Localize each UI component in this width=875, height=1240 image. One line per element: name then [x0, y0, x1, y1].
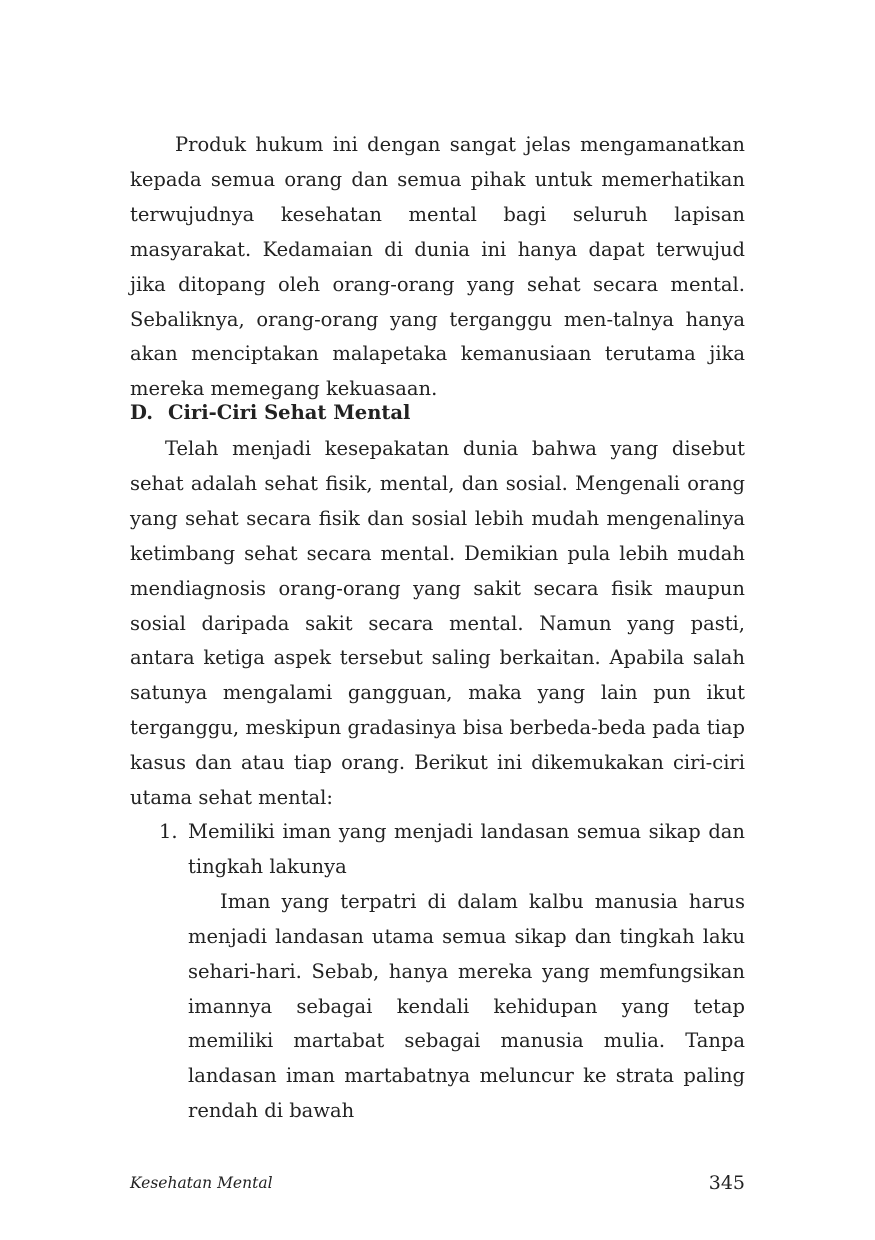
section-title: Ciri-Ciri Sehat Mental	[168, 401, 411, 424]
footer-book-title: Kesehatan Mental	[130, 1174, 273, 1192]
section-heading	[130, 396, 745, 431]
intro-paragraph: Produk hukum ini dengan sangat jelas mengamanatkan kepada semua orang dan semua pihak untuk memerhatikan terwujudnya kesehatan mental bagi seluruh lapisan masyarakat. Kedamaian di dunia ini hanya dapat terwujud jika ditopang oleh orang-orang yang sehat secara mental. Sebaliknya, orang-orang yang terganggu men-talnya hanya akan menciptakan malapetaka kemanusiaan terutama jika mereka memegang kekuasaan.	[130, 133, 745, 401]
page-number: 345	[708, 1172, 745, 1194]
list-item-body: Iman yang terpatri di dalam kalbu manusia harus menjadi landasan utama semua sikap dan tingkah laku sehari-hari. Sebab, hanya mereka yang memfungsikan imannya sebagai kendali kehidupan yang tetap memiliki martabat sebagai manusia mulia. Tanpa landasan iman martabatnya meluncur ke strata paling rendah di bawah	[188, 889, 745, 1123]
list-item-title: Memiliki iman yang menjadi landasan semua sikap dan tingkah lakunya	[188, 820, 745, 878]
list-item-number: 1.	[159, 820, 178, 843]
page-footer	[130, 1168, 745, 1202]
section-paragraph: Telah menjadi kesepakatan dunia bahwa yang disebut sehat adalah sehat fisik, mental, dan sosial. Mengenali orang yang sehat secara fisik dan sosial lebih mudah mengenalinya ketimbang sehat secara mental. Demikian pula lebih mudah mendiagnosis orang-orang yang sakit secara fisik maupun sosial daripada sakit secara mental. Namun yang pasti, antara ketiga aspek tersebut saling berkaitan. Apabila salah satunya mengalami gangguan, maka yang lain pun ikut terganggu, meskipun gradasinya bisa berbeda-beda pada tiap kasus dan atau tiap orang. Berikut ini dikemukakan ciri-ciri utama sehat mental:	[130, 437, 745, 810]
intro-block	[130, 128, 745, 407]
list-item	[130, 815, 745, 1129]
section-body	[130, 432, 745, 816]
section-number: D.	[130, 401, 154, 424]
list-item-title-line	[159, 815, 745, 885]
